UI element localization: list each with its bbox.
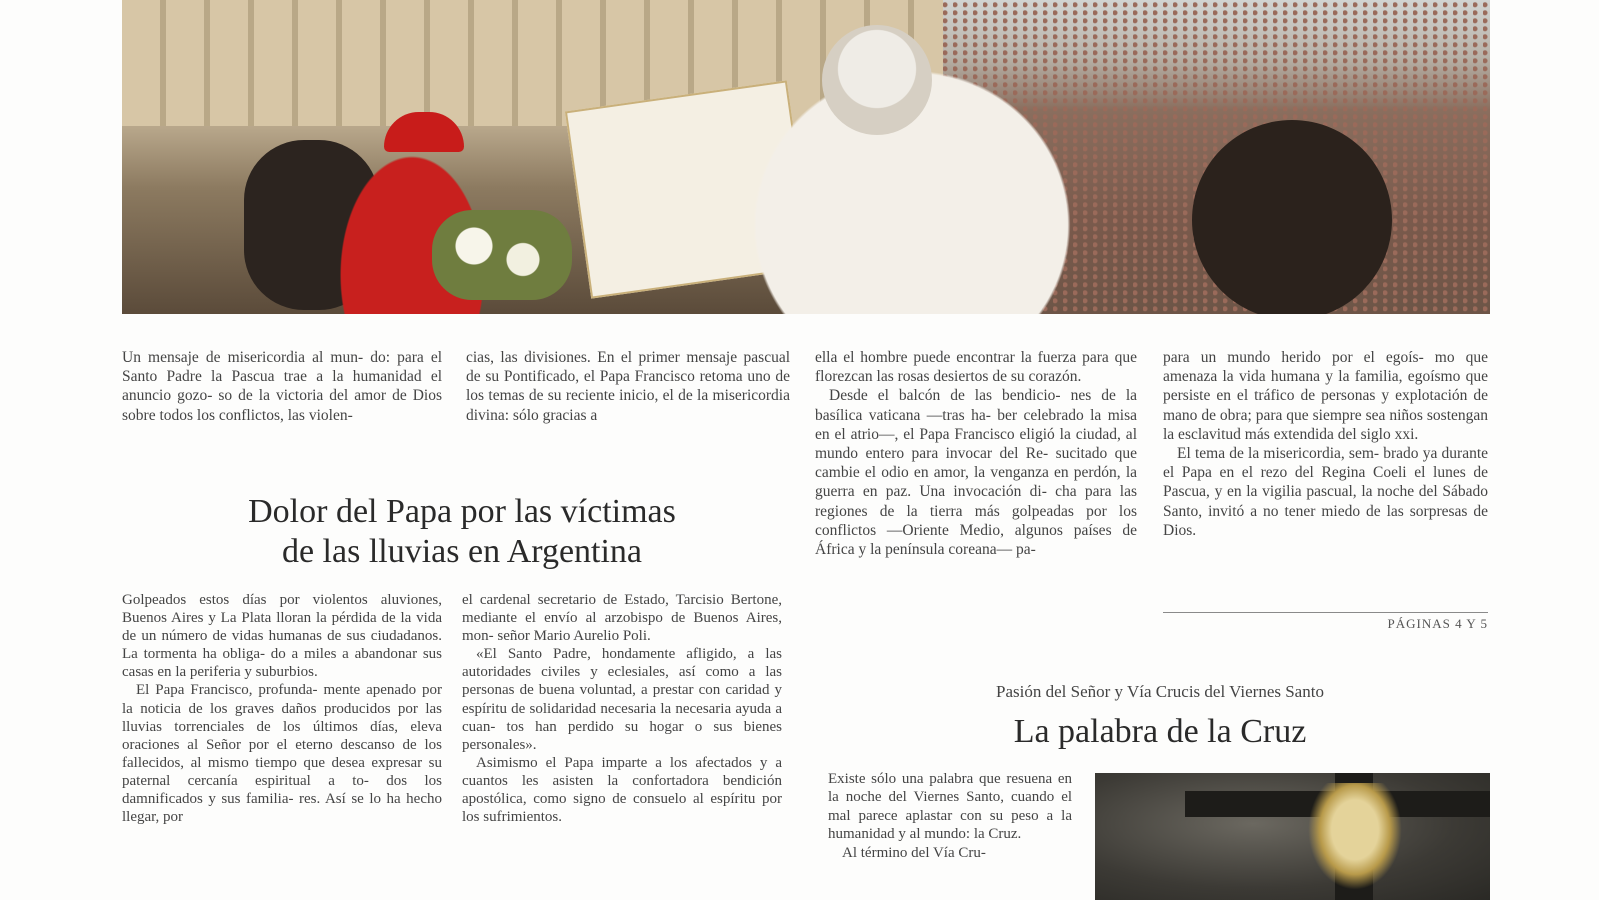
- lead-col-3-line: más golpeadas por los conflictos: [815, 502, 1138, 539]
- argentina-col-1-line: do a miles a abandonar sus casas en: [122, 646, 442, 681]
- corpus-figure: [1300, 783, 1410, 900]
- cruz-col-1-line: del Viernes Santo, cuando: [888, 789, 1055, 806]
- lead-col-1-line: so de la victoria del amor de Dios: [218, 387, 442, 405]
- lead-col-2-line: temas de su reciente inicio, el de la: [488, 387, 709, 405]
- lead-col-4-line: extendida del siglo xxi.: [1273, 425, 1419, 443]
- lead-col-3-line: guerra en paz. Una invocación di-: [815, 483, 1047, 501]
- lead-col-3-line: mundo entero para invocar del Re-: [815, 445, 1049, 463]
- lead-col-4-line: Sábado Santo, invitó a no tener: [1163, 483, 1489, 520]
- cruz-col-1-line: Existe sólo una palabra: [828, 771, 974, 787]
- lead-end-rule: [1163, 612, 1488, 613]
- argentina-col-2-line: Asimismo el Papa imparte a los: [476, 754, 688, 771]
- lead-col-1: [122, 348, 442, 425]
- cruz-kicker: Pasión del Señor y Vía Crucis del Viernes Santo: [996, 682, 1324, 701]
- argentina-col-1-line: Golpeados estos días por violentos: [122, 592, 368, 608]
- cruz-headline: La palabra de la Cruz: [1013, 713, 1307, 750]
- cruz-col-1-line: Al término del Vía Cru-: [842, 844, 986, 861]
- argentina-col-1-line: número de vidas humanas de sus: [161, 628, 366, 645]
- lead-col-4-line: brado ya durante el Papa en el rezo: [1163, 445, 1489, 482]
- argentina-col-2: [462, 591, 782, 826]
- lead-photo: [122, 0, 1490, 314]
- argentina-col-2-line: afligido, a las autoridades civiles y: [462, 646, 782, 681]
- argentina-col-2-line: necesaria la necesaria ayuda a cuan-: [462, 700, 782, 735]
- lead-col-3: [815, 348, 1137, 559]
- argentina-col-2-line: caridad y espíritu de solidaridad: [462, 682, 783, 717]
- argentina-col-2-line: por los sufrimientos.: [462, 791, 783, 826]
- argentina-col-1-line: el eterno descanso de los fallecidos,: [122, 736, 442, 771]
- argentina-col-2-line: tos han perdido su hogar o sus: [506, 718, 733, 735]
- lead-col-2-line: mensaje pascual de su Pontificado,: [466, 349, 791, 386]
- argentina-col-1-line: lloran la pérdida de la vida de un: [122, 610, 442, 645]
- argentina-headline-line: de las lluvias en Argentina: [281, 533, 643, 570]
- lead-col-3-line: nes de la basílica vaticana —tras ha-: [815, 387, 1138, 424]
- lead-col-4-line: El tema de la misericordia, sem-: [1177, 445, 1380, 463]
- lead-col-1-line: Un mensaje de misericordia al mun-: [122, 349, 364, 366]
- lead-col-4-line: la familia, egoísmo que persiste en el: [1163, 368, 1488, 405]
- lead-col-3-line: amor, la venganza en perdón, la: [933, 464, 1138, 482]
- argentina-col-1-line: al mismo tiempo que desea expresar: [190, 754, 423, 771]
- argentina-headline-line: Dolor del Papa por las víctimas: [248, 493, 676, 530]
- lead-col-4-line: tráfico de personas y explotación de: [1254, 387, 1488, 405]
- argentina-col-1-line: dos los damnificados y sus familia-: [122, 772, 442, 808]
- lead-col-3-line: Papa Francisco eligió la ciudad, al: [919, 425, 1137, 443]
- argentina-col-1-line: graves daños producidos por las: [234, 700, 442, 717]
- lead-col-3-line: África y la península coreana— pa-: [815, 541, 1036, 559]
- clergy-figure-right: [1192, 120, 1392, 314]
- lead-col-4-line: mano de obra; para que siempre sea: [1163, 406, 1386, 424]
- argentina-col-1-line: El Papa Francisco, profunda-: [136, 682, 318, 699]
- lead-col-3-line: fuerza para que florezcan las rosas: [815, 349, 1138, 386]
- lead-col-3-line: Desde el balcón de las bendicio-: [829, 387, 1061, 405]
- lead-col-3-line: —Oriente Medio, algunos países de: [886, 521, 1137, 539]
- cruz-col-1-line: su peso a la humanidad y: [828, 807, 1072, 843]
- lead-col-4-line: niños sostengan la esclavitud más: [1163, 406, 1489, 443]
- argentina-col-1-line: mente apenado por la noticia de los: [122, 682, 443, 717]
- lead-col-2: [466, 348, 790, 425]
- lead-col-4-line: del Regina Coeli el lunes de Pascua,: [1163, 464, 1488, 501]
- cruz-col-1-line: el mal parece aplastar con: [828, 789, 1073, 824]
- argentina-col-2-line: afectados y a cuantos les asisten la: [462, 754, 783, 789]
- argentina-col-2-line: al arzobispo de Buenos Aires, mon-: [462, 610, 782, 645]
- lead-col-3-line: sucitado que cambie el odio en: [815, 445, 1137, 482]
- argentina-col-2-line: bienes personales».: [462, 718, 783, 753]
- argentina-col-2-line: como signo de consuelo al espíritu: [533, 791, 756, 808]
- argentina-col-2-line: confortadora bendición apostólica,: [462, 772, 782, 808]
- argentina-col-2-line: «El Santo Padre, hondamente: [476, 646, 676, 663]
- lead-col-3-line: ber celebrado la misa en el atrio—, el: [815, 406, 1137, 443]
- argentina-col-1-line: lluvias torrenciales de los últimos: [122, 718, 358, 735]
- pope-head: [822, 25, 932, 135]
- lead-pagination: PÁGINAS 4 Y 5: [1387, 616, 1488, 631]
- lead-col-4: [1163, 348, 1488, 540]
- argentina-col-1: [122, 591, 442, 826]
- cruz-col-1: [828, 770, 1072, 862]
- argentina-col-1-line: días, eleva oraciones al Señor por: [122, 718, 442, 753]
- argentina-col-2-line: de buena voluntad, a prestar con: [519, 682, 721, 699]
- argentina-col-1-line: res. Así se lo ha hecho llegar, por: [122, 791, 442, 826]
- argentina-col-2-line: Tarcisio Bertone, mediante el envío: [462, 592, 782, 627]
- crucifix-photo: [1095, 773, 1490, 900]
- lead-col-2-line: el Papa Francisco retoma uno de los: [466, 368, 790, 405]
- lead-col-1-line: do: para el Santo Padre la Pascua: [122, 349, 442, 386]
- argentina-headline: [122, 492, 802, 572]
- cruz-col-1-line: que resuena en la noche: [828, 771, 1073, 806]
- argentina-col-2-line: el cardenal secretario de Estado,: [462, 592, 669, 608]
- lead-col-4-line: para un mundo herido por el egoís-: [1163, 349, 1424, 366]
- argentina-col-1-line: ciudadanos. La tormenta ha obliga-: [122, 628, 443, 663]
- cruz-col-1-line: al mundo: la Cruz.: [909, 826, 1022, 843]
- lead-col-3-line: cha para las regiones de la tierra: [815, 483, 1138, 520]
- lead-col-3-line: desiertos de su corazón.: [933, 368, 1082, 386]
- lead-col-1-line: trae a la humanidad el anuncio gozo-: [122, 368, 443, 405]
- argentina-col-1-line: su paternal cercanía espiritual a to-: [122, 754, 442, 789]
- argentina-col-2-line: señor Mario Aurelio Poli.: [497, 628, 651, 645]
- lead-col-3-line: ella el hombre puede encontrar la: [815, 349, 1032, 366]
- lead-col-2-line: cias, las divisiones. En el primer: [466, 349, 680, 366]
- lead-col-4-line: y en la vigilia pascual, la noche del: [1214, 483, 1438, 501]
- argentina-col-2-line: eclesiales, así como a las personas: [462, 664, 782, 699]
- lead-col-4-line: miedo de las sorpresas de Dios.: [1163, 502, 1488, 539]
- argentina-col-1-line: la periferia y suburbios.: [175, 664, 318, 681]
- lead-col-4-line: mo que amenaza la vida humana y: [1163, 349, 1488, 386]
- lead-col-1-line: sobre todos los conflictos, las violen-: [122, 406, 353, 424]
- argentina-col-1-line: aluviones, Buenos Aires y La Plata: [122, 592, 443, 627]
- flower-arrangement: [432, 210, 572, 300]
- lead-col-2-line: misericordia divina: sólo gracias a: [466, 387, 790, 424]
